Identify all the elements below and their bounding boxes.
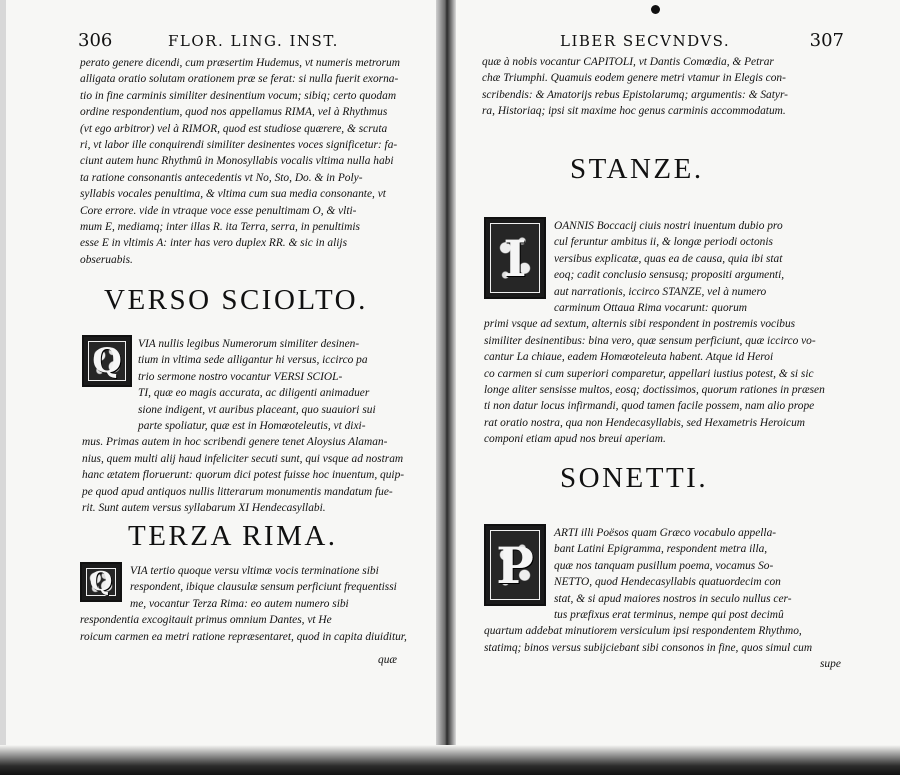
- text-line: (vt ego arbitror) vel à RIMOR, quod est studiose quærere, & scruta: [80, 122, 388, 135]
- text-line: me, vocantur Terza Rima: eo autem numero sibi: [130, 597, 349, 610]
- text-line: sione indigent, vt auribus placeant, quo suauiori sui: [138, 403, 376, 416]
- text-line: syllabis vocales penultima, & vltima cum sua media consonante, vt: [80, 188, 386, 201]
- left-page: [48, 0, 428, 745]
- text-line: ordine respondentium, quod nos appellamus RIMA, vel à Rhythmus: [80, 106, 388, 119]
- left-intro-text: [80, 55, 400, 268]
- text-line: TI, quæ eo magis accurata, ac diligenti animaduer: [138, 387, 370, 400]
- text-line: VIA tertio quoque versu vltimæ vocis terminatione sibi: [130, 565, 379, 577]
- page-edge: [0, 0, 6, 775]
- text-line: ra, Historiaq; ipsi sit maxime hoc genus carminis accommodatum.: [482, 105, 786, 118]
- text-line: aut narrationis, iccirco STANZE, vel à numero: [554, 285, 767, 298]
- text-line: ri, vt labor ille conquirendi similiter desinentes voces significetur: fa-: [80, 139, 398, 152]
- section-heading-sonetti: SONETTI.: [560, 462, 709, 494]
- text-line: rat oratio nostra, qua non Hendecasyllabis, sed Hexametris Heroicum: [484, 416, 806, 429]
- text-line: ARTI illi Poësos quam Græco vocabulo appella-: [554, 527, 777, 539]
- running-head: FLOR. LING. INST.: [168, 32, 339, 50]
- text-line: perato genere dicendi, cum præsertim Hudemus, vt numeris metrorum: [80, 57, 400, 69]
- right-page: [470, 0, 854, 745]
- text-line: nius, quem multi alij haud infeliciter secuti sunt, qui vsque ad nostram: [82, 452, 404, 465]
- catchword: supe: [820, 658, 841, 670]
- text-line: quartum addebat minutiorem versiculum ipsi respondentem Rhythmo,: [484, 625, 802, 638]
- text-line: VIA nullis legibus Numerorum similiter desinen-: [138, 338, 360, 350]
- drop-cap-letter: I: [503, 228, 527, 288]
- catchword: quæ: [378, 654, 397, 666]
- terza-text: [80, 563, 407, 645]
- text-line: chæ Triumphi. Quamuis eodem genere metri vtamur in Elegis con-: [482, 72, 786, 85]
- text-line: bant Latini Epigramma, respondent metra illa,: [554, 543, 768, 556]
- text-line: NETTO, quod Hendecasyllabis quatuordecim con: [554, 576, 781, 589]
- text-line: roicum carmen ea metri ratione repræsentaret, quod in capita diuiditur,: [80, 630, 407, 643]
- text-line: trio sermone nostro vocantur VERSI SCIOL-: [138, 370, 343, 383]
- text-line: tium in vltima sede alligantur hi versus, iccirco pa: [138, 354, 368, 367]
- drop-cap-letter: P: [496, 535, 534, 595]
- text-line: pe quod apud antiquos nullis litterarum monumentis mandatum fue-: [82, 485, 393, 498]
- sonetti-text: [484, 525, 812, 656]
- section-heading-terza-rima: TERZA RIMA.: [128, 520, 338, 552]
- text-line: cul feruntur ambitus ii, & longæ periodi octonis: [554, 236, 773, 249]
- text-line: esse E in vltimis A: inter has vero duplex RR. & sic in alijs: [80, 237, 348, 250]
- text-line: ciunt autem hunc Rhythmû in Monosyllabis vocalis vltima nulla habi: [80, 155, 394, 168]
- text-line: Core errore. vide in vtraque voce esse penultimam O, & vlti-: [80, 204, 357, 217]
- text-line: ta ratione consonantis antecedentis vt No, Sto, Do. & in Poly-: [80, 171, 363, 184]
- page-number: 307: [809, 30, 844, 51]
- drop-cap-letter: Q: [89, 567, 113, 597]
- text-line: tus præfixus erat terminus, nempe qui post decimû: [554, 609, 784, 622]
- text-line: versibus explicatæ, quas ea de causa, quia ibi stat: [554, 252, 783, 265]
- text-line: carminum Ottaua Rima vocarunt: quorum: [554, 302, 747, 315]
- text-line: hanc ætatem floruerunt: quorum dici potest fuisse hoc inuentum, quip-: [82, 469, 405, 482]
- right-page-header: [470, 30, 854, 52]
- text-line: obseruabis.: [80, 253, 133, 266]
- text-line: statimq; binos versus subijciebant sibi consonos in fine, quos simul cum: [484, 641, 813, 654]
- text-line: mum E, mediamq; inter illas R. ita Terra, serra, in penultimis: [80, 221, 360, 234]
- text-line: quæ à nobis vocantur CAPITOLI, vt Dantis Comœdia, & Petrar: [482, 56, 774, 68]
- text-line: alligata oratio solutam orationem præ se ferat: si nulla fuerit exorna-: [80, 73, 399, 86]
- page-number: 306: [78, 30, 113, 51]
- section-heading-stanze: STANZE.: [570, 153, 704, 185]
- stanze-text: [484, 218, 825, 448]
- right-intro-text: [482, 54, 788, 120]
- text-line: longe aliter sensisse multos, eosq; doctissimos, quorum rationes in præsen: [484, 384, 825, 397]
- drop-cap-letter: Q: [92, 341, 122, 381]
- text-line: quæ nos tanquam pusillum poema, vocamus So-: [554, 559, 774, 572]
- text-line: respondent, ibique clausulæ sensum perficiunt frequentissi: [130, 581, 397, 594]
- text-line: tio in fine carminis similiter desinentium vocum; sibiq; certo quodam: [80, 89, 397, 102]
- sciolto-text: [82, 336, 404, 516]
- text-line: scribendis: & Amatorijs rebus Epistolarumq; argumentis: & Satyr-: [482, 88, 788, 101]
- text-line: ti non datur locus infirmandi, quod tamen facile possem, nam alio prope: [484, 400, 815, 413]
- text-line: cantur La chiaue, eadem Homœoteleuta habent. Atque id Heroi: [484, 351, 774, 364]
- text-line: respondentia excogitauit primus omnium Dantes, vt He: [80, 614, 332, 627]
- text-line: mus. Primas autem in hoc scribendi genere tenet Aloysius Alaman-: [82, 436, 388, 449]
- text-line: primi vsque ad sextum, alternis sibi respondent in postremis vocibus: [484, 318, 796, 331]
- text-line: co carmen si cum superiori comparetur, appellari iustius potest, & si sic: [484, 367, 814, 380]
- text-line: rit. Sunt autem versus syllabarum XI Hendecasyllabi.: [82, 502, 326, 515]
- text-line: parte spoliatur, quæ est in Homœoteleutis, vt dixi-: [138, 420, 366, 433]
- text-line: OANNIS Boccacij ciuis nostri inuentum dubio pro: [554, 220, 783, 232]
- bottom-shadow: [0, 745, 900, 775]
- text-line: eoq; cadit conclusio sensusq; propositi argumenti,: [554, 269, 785, 282]
- running-head: LIBER SECVNDVS.: [560, 32, 731, 50]
- text-line: similiter desinentibus: bina vero, quæ sensum perficiunt, quæ iccirco vo-: [484, 334, 816, 347]
- text-line: componi etiam apud nos breui aperiam.: [484, 433, 666, 446]
- book-gutter: [436, 0, 456, 775]
- section-heading-verso-sciolto: VERSO SCIOLTO.: [104, 284, 368, 316]
- text-line: stat, & si apud maiores nostros in seculo nullus cer-: [554, 592, 792, 605]
- left-page-header: [48, 30, 428, 52]
